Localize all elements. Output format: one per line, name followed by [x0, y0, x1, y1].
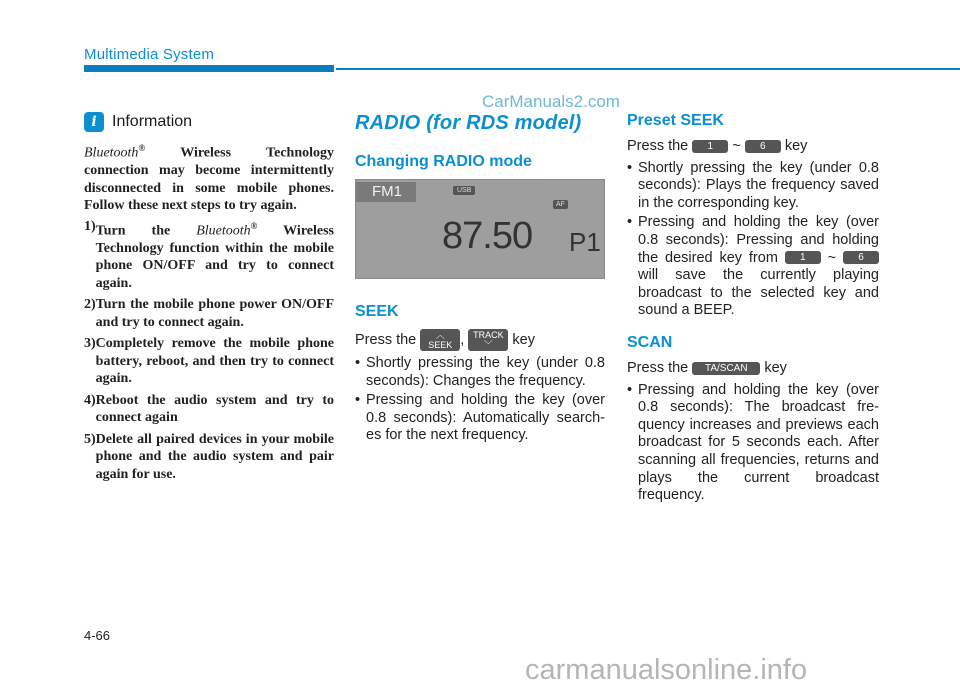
scan-press-line: Press the TA/SCAN key: [627, 359, 787, 376]
page-number: 4-66: [84, 628, 111, 643]
list-item: • Pressing and holding the key (over 0.8 seconds): The broadcast fre-quency increases and previews each broadcast for 5 seconds each. After scanning all frequencies, returns and plays the current broadcast frequency.: [627, 381, 879, 504]
info-heading: [84, 112, 334, 132]
preset-key-6: 6: [843, 251, 879, 264]
radio-display-image: [355, 179, 605, 279]
watermark-top: CarManuals2.com: [482, 92, 620, 111]
section-header-title: Multimedia System: [84, 46, 215, 63]
list-item: • Pressing and holding the key (over 0.8 seconds): Pressing and holding the desired key from 1 ~ 6 will save the currently playing broadcast to the selected key and sound a BEEP.: [627, 214, 879, 319]
track-key: TRACK ﹀: [468, 329, 508, 351]
display-band: FM1: [356, 182, 416, 202]
radio-column: [355, 112, 605, 447]
preset-seek-body: [627, 138, 879, 320]
info-title: Information: [112, 113, 193, 130]
changing-mode-title: Changing RADIO mode: [355, 153, 532, 170]
info-intro: Bluetooth® Wireless Technology connection may become intermittently disconnected in some mobile phones. Follow these next steps to try again.: [84, 143, 334, 214]
header-rule: [336, 68, 960, 70]
list-item: • Pressing and holding the key (over 0.8 seconds): Automatically search-es for the next frequency.: [355, 392, 605, 444]
preset-seek-title: Preset SEEK: [627, 112, 724, 129]
info-step-3: 3) Completely remove the mobile phone battery, reboot, and then try to connect again.: [84, 336, 334, 387]
seek-key: ︿ SEEK: [420, 329, 460, 351]
watermark-bottom: carmanualsonline.info: [525, 654, 808, 686]
preset-press-line: Press the 1 ~ 6 key: [627, 138, 808, 154]
list-item: • Shortly pressing the key (under 0.8 seconds): Changes the frequency.: [355, 355, 605, 389]
scan-body: [627, 360, 879, 505]
header-bar: [84, 65, 334, 72]
seek-press-line: Press the ︿ SEEK , TRACK ﹀ key: [355, 330, 535, 350]
info-step-2: 2) Turn the mobile phone power ON/OFF and try to connect again.: [84, 297, 334, 330]
list-item: • Shortly pressing the key (under 0.8 seconds): Plays the frequency saved in the corresponding key.: [627, 159, 879, 211]
info-column: [84, 112, 334, 487]
info-step-5: 5) Delete all paired devices in your mobile phone and the audio system and pair again for use.: [84, 431, 334, 482]
display-usb-badge: USB: [453, 186, 475, 195]
preset-key-6: 6: [745, 140, 781, 153]
info-steps: [84, 218, 334, 484]
ta-scan-key: TA/SCAN: [692, 362, 760, 375]
info-icon: i: [84, 112, 104, 132]
display-af-badge: AF: [553, 200, 568, 209]
info-step-4: 4) Reboot the audio system and try to connect again: [84, 392, 334, 426]
seek-body: [355, 329, 605, 445]
seek-title: SEEK: [355, 303, 399, 320]
preset-column: [627, 112, 879, 507]
preset-bullets: [627, 160, 879, 320]
seek-bullets: [355, 355, 605, 445]
scan-title: SCAN: [627, 333, 673, 351]
preset-key-1: 1: [692, 140, 728, 153]
scan-bullets: [627, 382, 879, 505]
radio-section-title: RADIO (for RDS model): [355, 112, 582, 134]
preset-key-1: 1: [785, 251, 821, 264]
info-step-1: 1) Turn the Bluetooth® Wireless Technology function within the mobile phone ON/OFF and try to connect again.: [84, 218, 334, 291]
info-body: [84, 140, 334, 483]
display-frequency: 87.50: [442, 215, 533, 257]
display-preset: P1: [569, 227, 601, 257]
